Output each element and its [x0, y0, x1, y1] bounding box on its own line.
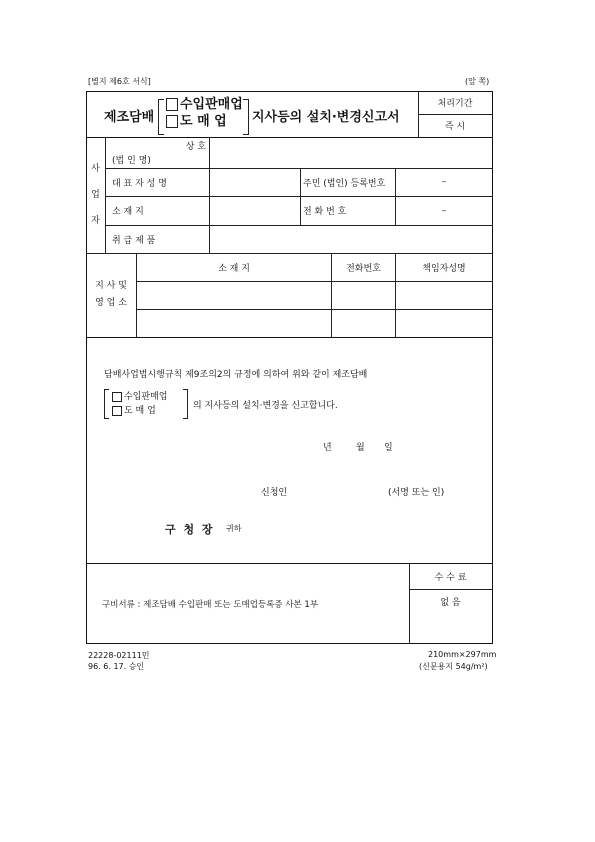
- fee-label: 수 수 료: [434, 572, 467, 583]
- left-bracket: [158, 99, 164, 135]
- date-year: 년: [323, 443, 332, 453]
- title-prefix: 제조담배: [104, 110, 155, 125]
- form-code: 22228-02111민: [88, 651, 150, 660]
- title-suffix: 지사등의 설치·변경신고서: [252, 110, 400, 125]
- right-bracket: [183, 389, 188, 419]
- option-import-label: 수입판매업: [180, 97, 243, 112]
- page-side: (앞 쪽): [465, 77, 490, 86]
- approval-date: 96. 6. 17. 승인: [88, 662, 145, 671]
- representative-name-field[interactable]: [210, 168, 300, 196]
- registration-number-field[interactable]: –: [441, 177, 447, 187]
- checkbox[interactable]: [166, 98, 178, 111]
- left-bracket: [104, 389, 109, 419]
- recipient-suffix: 귀하: [226, 524, 242, 533]
- trade-name-field[interactable]: [210, 138, 492, 168]
- checkbox[interactable]: [112, 392, 122, 402]
- representative-name-label: 대 표 자 성 명: [112, 178, 167, 189]
- signature-label: (서명 또는 인): [388, 488, 445, 498]
- address-label: 소 재 지: [112, 207, 144, 217]
- recipient: 구 청 장: [165, 523, 215, 536]
- branch-phone-field[interactable]: [332, 282, 395, 309]
- paper-size: 210mm×297mm: [428, 650, 497, 659]
- business-section-label: 사 업 자: [91, 164, 100, 226]
- phone-number-label: 전 화 번 호: [303, 207, 347, 217]
- branch-phone-header: 전화번호: [346, 263, 381, 274]
- branch-manager-field[interactable]: [396, 310, 492, 337]
- form-number: [별지 제6호 서식]: [88, 77, 151, 86]
- products-label: 취 급 제 품: [112, 235, 156, 246]
- branch-address-field[interactable]: [137, 310, 331, 337]
- declaration-text-2: 의 지사등의 설치·변경을 신고합니다.: [193, 401, 338, 411]
- phone-number-field[interactable]: –: [441, 205, 447, 216]
- option-wholesale-label: 도 매 업: [124, 406, 156, 416]
- registration-number-label: 주민 (법인) 등록번호: [303, 178, 386, 189]
- checkbox[interactable]: [166, 115, 178, 128]
- applicant-label: 신청인: [261, 488, 288, 498]
- option-wholesale-label: 도 매 업: [180, 114, 227, 129]
- processing-period-value: 즉 시: [444, 122, 466, 132]
- date-day: 일: [384, 443, 393, 453]
- fee-value: 없 음: [440, 597, 461, 608]
- title-options: [166, 96, 243, 130]
- declaration-options: [112, 390, 167, 418]
- address-field[interactable]: [210, 196, 300, 225]
- date-month: 월: [356, 443, 365, 453]
- branch-address-header: 소 재 지: [218, 263, 250, 274]
- branch-manager-field[interactable]: [396, 282, 492, 309]
- option-import-label: 수입판매업: [124, 392, 168, 402]
- branch-manager-header: 책임자성명: [422, 263, 466, 274]
- declaration-text: 담배사업법시행규칙 제9조의2의 규정에 의하여 위와 같이 제조담배: [104, 370, 368, 380]
- products-field[interactable]: [210, 225, 492, 253]
- checkbox[interactable]: [112, 406, 122, 416]
- branch-section-label: 지 사 및 영 업 소: [95, 281, 127, 308]
- branch-address-field[interactable]: [137, 282, 331, 309]
- right-bracket: [243, 99, 249, 135]
- branch-phone-field[interactable]: [332, 310, 395, 337]
- paper-type: (신문용지 54g/m²): [419, 662, 488, 671]
- processing-period-label: 처리기간: [437, 99, 473, 109]
- trade-name-label: 상 호 (법 인 명): [112, 142, 206, 166]
- required-documents: 구비서류 : 제조담배 수입판매 또는 도매업등록증 사본 1부: [102, 600, 319, 610]
